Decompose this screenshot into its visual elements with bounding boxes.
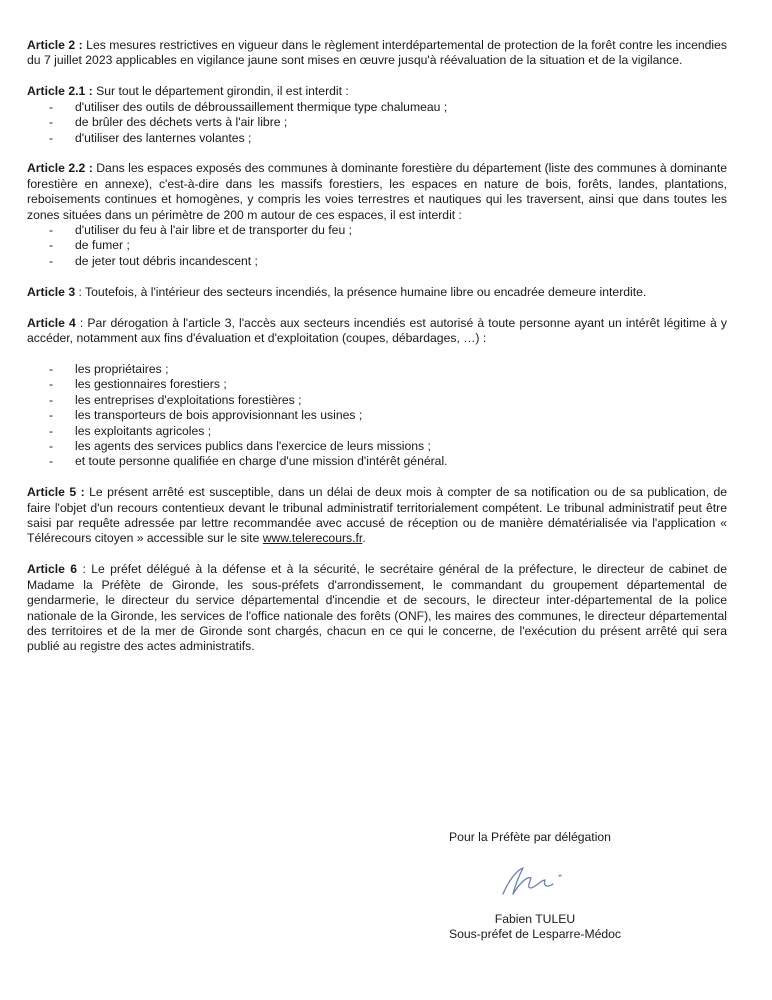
list-item: - les gestionnaires forestiers ; [27, 377, 727, 392]
article-2-2 [27, 161, 727, 269]
article-6-title: Article 6 [27, 562, 78, 577]
article-2-2-text: Dans les espaces exposés des communes à dominante forestière du département (liste des communes à dominante forestière en annexe), c'est-à-dire dans les massifs forestiers, les espaces en nature de bois, forêts, landes, plantations, reboisements continues et homogènes, y compris les voies terrestres et nautiques qui les traversent, ainsi que dans toutes les zones situées dans un périmètre de 200 m autour de ces espaces, il est interdit : [27, 161, 727, 222]
article-2-title: Article 2 : [27, 38, 83, 52]
article-4-list [27, 362, 727, 470]
signatory-role: Sous-préfet de Lesparre-Médoc [448, 927, 622, 942]
article-2-1-list [27, 100, 727, 146]
list-item: - de brûler des déchets verts à l'air libre ; [27, 115, 727, 130]
article-2-text: Les mesures restrictives en vigueur dans le règlement interdépartemental de protection de la forêt contre les incendies du 7 juillet 2023 applicables en vigilance jaune sont mises en œuvre jusqu'à réévaluation de la situation et de la vigilance. [27, 38, 727, 68]
document-body [27, 38, 727, 670]
article-2-1-text: Sur tout le département girondin, il est interdit : [92, 84, 349, 99]
article-5-after: . [362, 531, 366, 546]
article-3-title: Article 3 [27, 284, 76, 299]
signatory [420, 912, 650, 943]
article-5-title: Article 5 : [27, 485, 85, 500]
article-6 [27, 562, 727, 654]
list-item: - d'utiliser du feu à l'air libre et de transporter du feu ; [27, 223, 727, 238]
list-item: - d'utiliser des outils de débroussaillement thermique type chalumeau ; [27, 100, 727, 115]
signature-intro: Pour la Préfète par délégation [449, 830, 611, 844]
list-item: - les entreprises d'exploitations forestières ; [27, 393, 727, 408]
article-3-text: : Toutefois, à l'intérieur des secteurs incendiés, la présence humaine libre ou encadrée demeure interdite. [75, 284, 647, 299]
list-item: - d'utiliser des lanternes volantes ; [27, 131, 727, 146]
list-item: - les propriétaires ; [27, 362, 727, 377]
article-2-1-title: Article 2.1 : [27, 84, 93, 99]
article-5 [27, 485, 727, 547]
article-2-2-list [27, 223, 727, 269]
telerecours-link[interactable]: www.telerecours.fr [262, 531, 363, 546]
signatory-name: Fabien TULEU [494, 912, 576, 926]
article-4 [27, 316, 727, 470]
list-item: - et toute personne qualifiée en charge d'une mission d'intérêt général. [27, 454, 727, 469]
list-item: - les transporteurs de bois approvisionnant les usines ; [27, 408, 727, 423]
handwritten-signature [497, 858, 577, 902]
article-2 [27, 38, 727, 69]
article-2-2-title: Article 2.2 : [27, 161, 93, 176]
list-item: - de fumer ; [27, 238, 727, 253]
article-6-text: : Le préfet délégué à la défense et à la sécurité, le secrétaire général de la préfecture, le directeur de cabinet de Madame la Préfète de Gironde, les sous-préfets d'arrondissement, le commandant du groupement départemental de gendarmerie, le directeur du service départemental d'incendie et de secours, le directeur inter-départemental de la police nationale de la Gironde, les services de l'office nationale des forêts (ONF), les maires des communes, le directeur départemental des territoires et de la mer de Gironde sont chargés, chacun en ce qui le concerne, de l'exécution du présent arrêté qui sera publié au registre des actes administratifs. [27, 562, 727, 654]
article-3 [27, 285, 727, 300]
list-item: - les exploitants agricoles ; [27, 424, 727, 439]
article-4-text: : Par dérogation à l'article 3, l'accès aux secteurs incendiés est autorisé à toute personne ayant un intérêt légitime à y accéder, notamment aux fins d'évaluation et d'exploitation (coupes, débardages, …) : [27, 315, 727, 346]
article-5-text: Le présent arrêté est susceptible, dans un délai de deux mois à compter de sa notification ou de sa publication, de faire l'objet d'un recours contentieux devant le tribunal administratif territorialement compétent. Le tribunal administratif peut être saisi par requête adressée par lettre recommandée avec accusé de réception ou de manière dématérialisée via l'application « Télérecours citoyen » accessible sur le site [27, 485, 727, 546]
list-item: - de jeter tout débris incandescent ; [27, 254, 727, 269]
list-item: - les agents des services publics dans l'exercice de leurs missions ; [27, 439, 727, 454]
article-4-title: Article 4 [27, 315, 76, 330]
article-2-1 [27, 84, 727, 146]
